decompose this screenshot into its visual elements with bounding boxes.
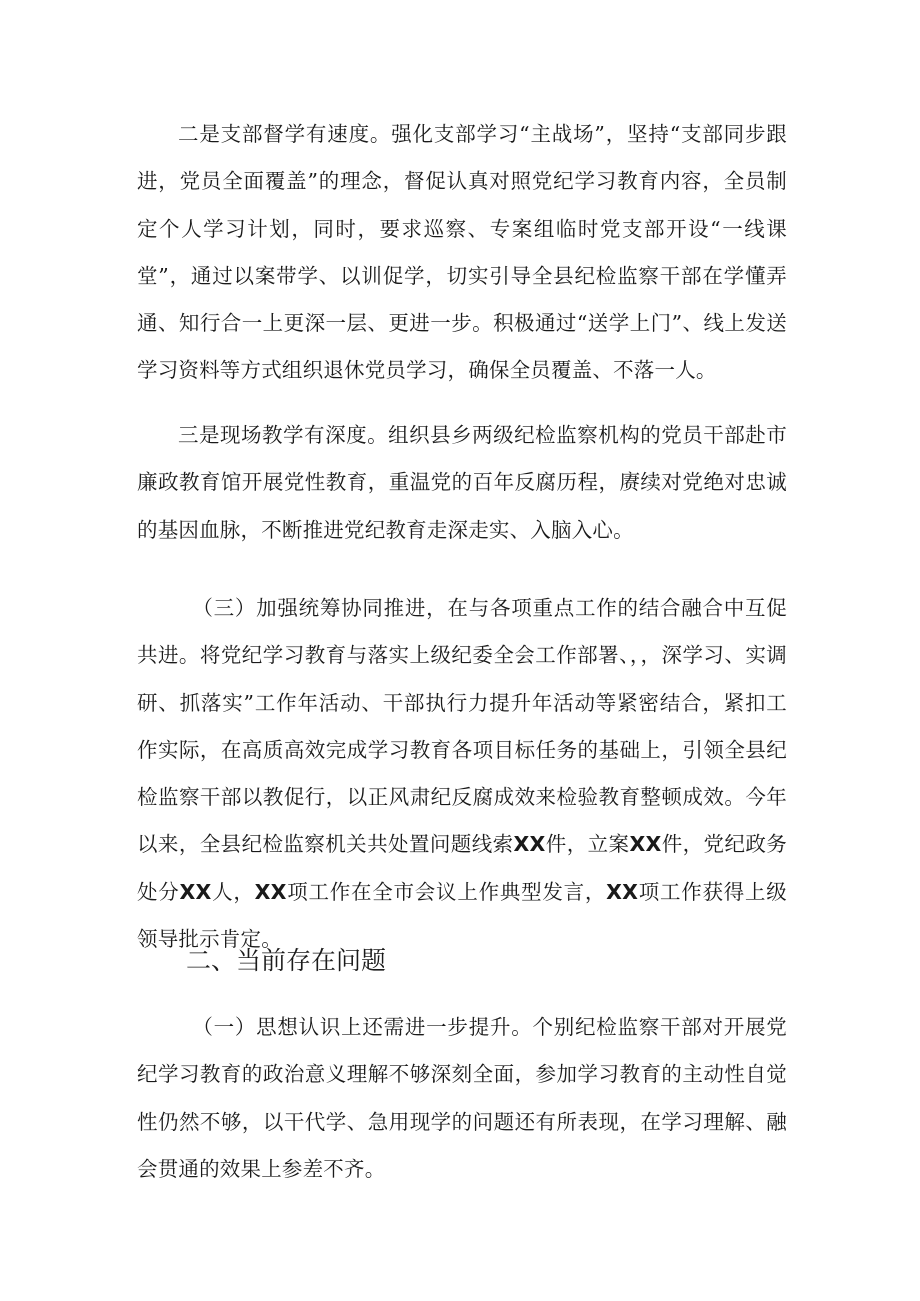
paragraph-coordination [137, 585, 787, 963]
paragraph-coordination-text-c: 件，党纪政务处分 [137, 832, 787, 904]
paragraph-coordination-text-b: 件，立案 [545, 832, 630, 857]
count-placeholder-speeches: XX [254, 879, 287, 904]
paragraph-branch-supervision: 二是支部督学有速度。强化支部学习“主战场”，坚持“支部同步跟进，党员全面覆盖”的理念，督促认真对照党纪学习教育内容，全员制定个人学习计划，同时，要求巡察、专案组临时党支部开设“一线课堂”，通过以案带学、以训促学，切实引导全县纪检监察干部在学懂弄通、知行合一上更深一层、更进一步。积极通过“送学上门”、线上发送学习资料等方式组织退休党员学习，确保全员覆盖、不落一人。 [137, 122, 787, 383]
count-placeholder-clues: XX [513, 832, 546, 857]
paragraph-coordination-text-e: 项工作在全市会议上作典型发言， [286, 879, 607, 904]
count-placeholder-punished: XX [179, 879, 212, 904]
paragraph-coordination-text-d: 人， [211, 879, 255, 904]
paragraph-coordination-text-a: （三）加强统筹协同推进，在与各项重点工作的结合融合中互促共进。将党纪学习教育与落实上级纪委全会工作部署、，，深学习、实调研、抓落实”工作年活动、干部执行力提升年活动等紧密结合，紧扣工作实际，在高质高效完成学习教育各项目标任务的基础上，引领全县纪检监察干部以教促行，以正风肃纪反腐成效来检验教育整顿成效。今年以来，全县纪检监察机关共处置问题线索 [137, 596, 787, 857]
section-heading-current-problems: 二、当前存在问题 [186, 946, 387, 975]
paragraph-onsite-teaching: 三是现场教学有深度。组织县乡两级纪检监察机构的党员干部赴市廉政教育馆开展党性教育，重温党的百年反腐历程，赓续对党绝对忠诚的基因血脉，不断推进党纪教育走深走实、入脑入心。 [137, 423, 787, 542]
count-placeholder-approvals: XX [606, 879, 639, 904]
paragraph-coordination-text-f: 项工作获得上级领导批示肯定。 [137, 879, 788, 952]
paragraph-ideological-awareness: （一）思想认识上还需进一步提升。个别纪检监察干部对开展党纪学习教育的政治意义理解不够深刻全面，参加学习教育的主动性自觉性仍然不够，以干代学、急用现学的问题还有所表现，在学习理解、融会贯通的效果上参差不齐。 [137, 1015, 787, 1181]
count-placeholder-cases: XX [629, 832, 662, 857]
